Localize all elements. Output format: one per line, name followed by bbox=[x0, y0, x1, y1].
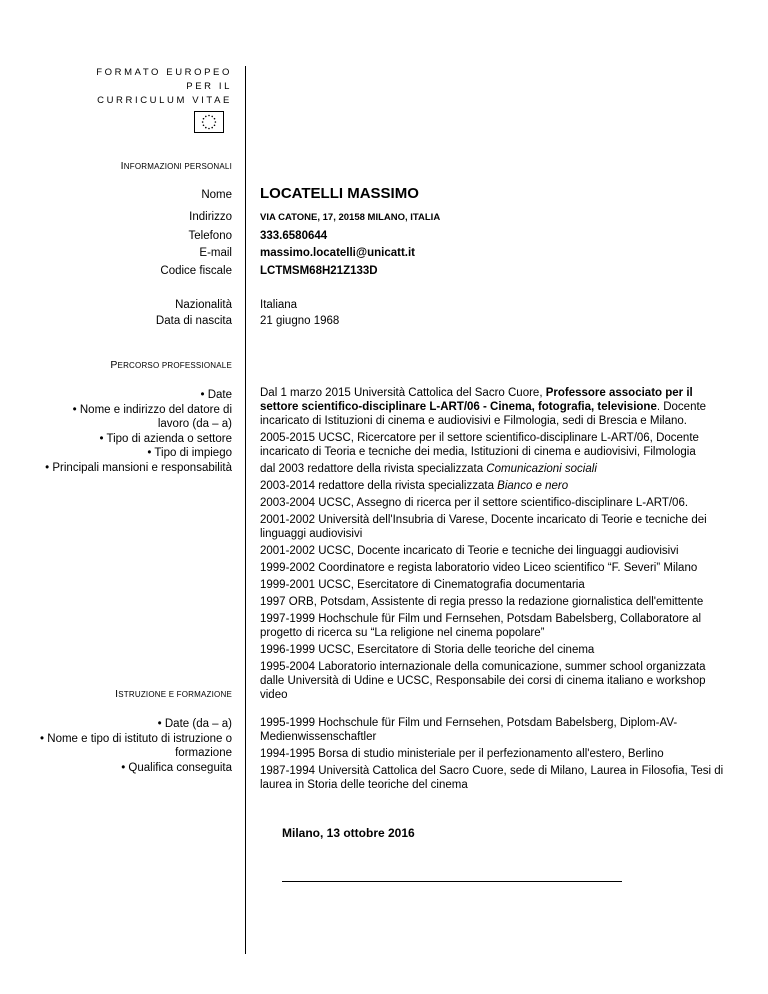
address-label: Indirizzo bbox=[189, 211, 232, 223]
career-labels bbox=[30, 388, 232, 475]
career-entry: 1996-1999 UCSC, Esercitatore di Storia delle teoriche del cinema bbox=[260, 644, 595, 656]
career-entry: 2001-2002 UCSC, Docente incaricato di Teorie e tecniche dei linguaggi audiovisivi bbox=[260, 545, 679, 557]
education-entry: 1995-1999 Hochschule für Film und Fernsehen, Potsdam Babelsberg, Diplom-AV-Medienwissenschaftler bbox=[260, 717, 678, 743]
signature-line bbox=[282, 881, 622, 882]
career-entry: 1997 ORB, Potsdam, Assistente di regia presso la redazione giornalistica dell'emittente bbox=[260, 596, 704, 608]
career-entry: 2003-2004 UCSC, Assegno di ricerca per il settore scientifico-disciplinare L-ART/06. bbox=[260, 497, 689, 509]
career-entry-text: Dal 1 marzo 2015 Università Cattolica del Sacro Cuore, bbox=[260, 387, 546, 399]
phone-value: 333.6580644 bbox=[260, 230, 328, 242]
section-career-heading: PERCORSO PROFESSIONALE bbox=[110, 359, 232, 371]
place-date: Milano, 13 ottobre 2016 bbox=[282, 826, 415, 840]
career-entry: 1999-2002 Coordinatore e regista laboratorio video Liceo scientifico “F. Severi” Milano bbox=[260, 562, 698, 574]
tax-code-value: LCTMSM68H21Z133D bbox=[260, 265, 378, 277]
career-entry bbox=[260, 386, 728, 428]
career-entry: 1995-2004 Laboratorio internazionale della comunicazione, summer school organizzata dalle Università di Udine e UCSC, Responsabile dei corsi di cinema italiano e workshop video bbox=[260, 661, 706, 701]
career-entry-text: 2003-2014 redattore della rivista specializzata bbox=[260, 480, 498, 492]
education-label-qualification: • Qualifica conseguita bbox=[121, 761, 232, 774]
column-divider bbox=[245, 66, 246, 954]
career-entry: 1999-2001 UCSC, Esercitatore di Cinematografia documentaria bbox=[260, 579, 585, 591]
journal-title: Bianco e nero bbox=[497, 480, 569, 492]
eu-flag-icon bbox=[194, 111, 224, 133]
phone-label: Telefono bbox=[188, 230, 232, 242]
education-label-institute: • Nome e tipo di istituto di istruzione o formazione bbox=[40, 732, 232, 759]
career-label-employer: • Nome e indirizzo del datore di lavoro (da – a) bbox=[72, 403, 232, 430]
career-entries bbox=[260, 386, 728, 705]
birth-date-value: 21 giugno 1968 bbox=[260, 315, 340, 327]
name-value: LOCATELLI MASSIMO bbox=[260, 185, 419, 202]
cv-format-line-1: FORMATO EUROPEO PER IL bbox=[96, 67, 232, 92]
education-labels bbox=[30, 717, 232, 775]
career-entry-text: . Docente incaricato di Istituzioni di cinema e audiovisivi e Filmologia, sedi di Brescia e Milano. bbox=[260, 401, 707, 427]
career-entry-title: Professore associato per il settore scientifico-disciplinare L-ART/06 - Cinema, fotografia, televisione bbox=[260, 387, 693, 413]
tax-code-label: Codice fiscale bbox=[160, 265, 232, 277]
birth-date-label: Data di nascita bbox=[155, 315, 232, 327]
email-value[interactable]: massimo.locatelli@unicatt.it bbox=[260, 247, 416, 259]
section-personal-heading: INFORMAZIONI PERSONALI bbox=[120, 160, 232, 172]
career-label-duties: • Principali mansioni e responsabilità bbox=[45, 461, 232, 474]
education-label-date: • Date (da – a) bbox=[157, 718, 232, 730]
career-label-job-type: • Tipo di impiego bbox=[147, 447, 232, 459]
nationality-value: Italiana bbox=[260, 299, 298, 311]
career-label-sector: • Tipo di azienda o settore bbox=[99, 432, 232, 445]
education-entry: 1994-1995 Borsa di studio ministeriale per il perfezionamento all'estero, Berlino bbox=[260, 748, 664, 760]
nationality-label: Nazionalità bbox=[175, 299, 232, 311]
career-entry bbox=[260, 479, 728, 493]
cv-format-line-2: CURRICULUM VITAE bbox=[97, 95, 232, 106]
career-entry bbox=[260, 462, 728, 476]
career-entry: 2005-2015 UCSC, Ricercatore per il settore scientifico-disciplinare L-ART/06, Docente incaricato di Teoria e tecniche dei media, Istituzioni di cinema e audiovisivi, Filmologia bbox=[260, 432, 699, 458]
cv-format-title bbox=[64, 66, 232, 108]
career-label-date: • Date bbox=[200, 389, 232, 401]
education-entry: 1987-1994 Università Cattolica del Sacro Cuore, sede di Milano, Laurea in Filosofia, Tesi di laurea in Storia delle teoriche del cinema bbox=[260, 765, 724, 791]
career-entry: 1997-1999 Hochschule für Film und Fernsehen, Potsdam Babelsberg, Collaboratore al progetto di ricerca su “La religione nel cinema popolare” bbox=[260, 613, 702, 639]
career-entry: 2001-2002 Università dell'Insubria di Varese, Docente incaricato di Teorie e tecniche dei linguaggi audiovisivi bbox=[260, 514, 707, 540]
career-entry-text: dal 2003 redattore della rivista specializzata bbox=[260, 463, 487, 475]
name-label: Nome bbox=[201, 189, 232, 201]
address-value: VIA CATONE, 17, 20158 MILANO, ITALIA bbox=[260, 212, 441, 223]
section-education-heading: ISTRUZIONE E FORMAZIONE bbox=[115, 688, 232, 700]
journal-title: Comunicazioni sociali bbox=[486, 463, 597, 475]
email-label: E-mail bbox=[199, 247, 232, 259]
education-entries bbox=[260, 716, 728, 795]
